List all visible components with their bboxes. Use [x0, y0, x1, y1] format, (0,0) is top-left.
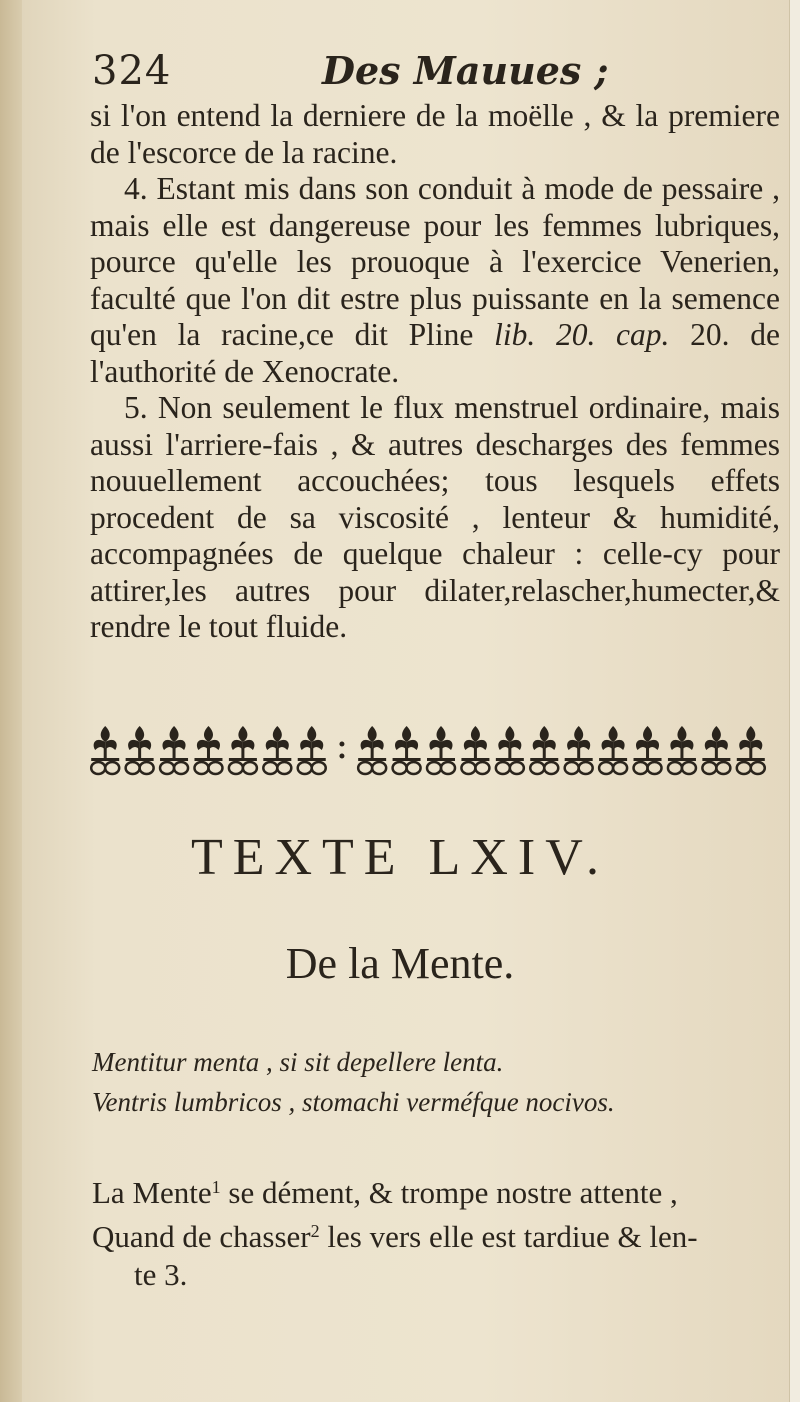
fleuron-icon: [565, 726, 593, 774]
fleuron-icon: [634, 726, 662, 774]
fleuron-ornament: [88, 722, 768, 782]
paragraph-continuation: si l'on entend la derniere de la moëlle , & la premiere de l'escorce de la racine.: [90, 98, 780, 170]
fleuron-icon: [737, 726, 765, 774]
running-head: [92, 48, 772, 96]
fleuron-icon: [298, 726, 326, 774]
fleuron-ornament-band: [88, 722, 768, 782]
paragraph-4-end: 20. de l'authorité de Xenocrate.: [90, 317, 780, 389]
running-title: Des Mauues ;: [322, 48, 609, 93]
body-text: [90, 98, 780, 646]
fleuron-icon: [496, 726, 524, 774]
fleuron-icon: [194, 726, 222, 774]
french-verse-line-2: [92, 1212, 782, 1256]
french-verse-line-1-start: La Mente: [92, 1175, 212, 1210]
note-marker-1: 1: [211, 1177, 221, 1197]
french-verse-line-2-end: les vers elle est tardiue & len-: [319, 1219, 698, 1254]
pliny-reference: lib. 20. cap.: [494, 317, 670, 352]
fleuron-icon: [599, 726, 627, 774]
section-title: De la Mente.: [285, 939, 515, 988]
paragraph-5: 5. Non seulement le flux menstruel ordinaire, mais aussi l'arriere-fais , & autres descharges des femmes nouuellement accouchées; tous lesquels effets procedent de sa viscosité , lenteur & humidité, accompagnées de quelque chaleur : celle-cy pour attirer,les autres pour dilater,relascher,humecter,& rendre le tout fluide.: [90, 390, 780, 644]
note-marker-2: 2: [310, 1221, 320, 1241]
ornament-separator-dot: [339, 742, 344, 747]
texte-heading: TEXTE LXIV.: [190, 829, 610, 886]
french-verse-line-2-start: Quand de chasser: [92, 1219, 311, 1254]
fleuron-icon: [530, 726, 558, 774]
fleuron-icon: [393, 726, 421, 774]
fleuron-icon: [160, 726, 188, 774]
fleuron-icon: [461, 726, 489, 774]
fleuron-icon: [263, 726, 291, 774]
paragraph-4-text: 4. Estant mis dans son conduit à mode de pessaire , mais elle est dangereuse pour les femmes lubriques, pource qu'elle les prouoque à l'exercice Venerien, faculté que l'on dit estre plus puissante en la semence qu'en la racine,ce dit Pline: [90, 171, 780, 352]
paragraph-4: [90, 171, 780, 390]
fleuron-icon: [668, 726, 696, 774]
page-gutter: [0, 0, 22, 1402]
latin-verse-line-1: Mentitur menta , si sit depellere lenta.: [92, 1047, 504, 1077]
page-edge: [789, 0, 800, 1402]
fleuron-icon: [229, 726, 257, 774]
fleuron-icon: [91, 726, 119, 774]
fleuron-icon: [126, 726, 154, 774]
fleuron-icon: [358, 726, 386, 774]
fleuron-icon: [702, 726, 730, 774]
french-verse-line-1: [92, 1168, 782, 1212]
french-verse-line-1-end: se dément, & trompe nostre attente ,: [220, 1175, 678, 1210]
french-verse-line-3: te 3.: [134, 1257, 188, 1292]
latin-verse-line-2: Ventris lumbricos , stomachi verméfque nocivos.: [92, 1087, 615, 1117]
ornament-separator-dot: [339, 754, 344, 759]
fleuron-icon: [427, 726, 455, 774]
french-verse: [92, 1168, 782, 1294]
latin-verse: [92, 1042, 782, 1122]
page-number: 324: [92, 48, 172, 94]
